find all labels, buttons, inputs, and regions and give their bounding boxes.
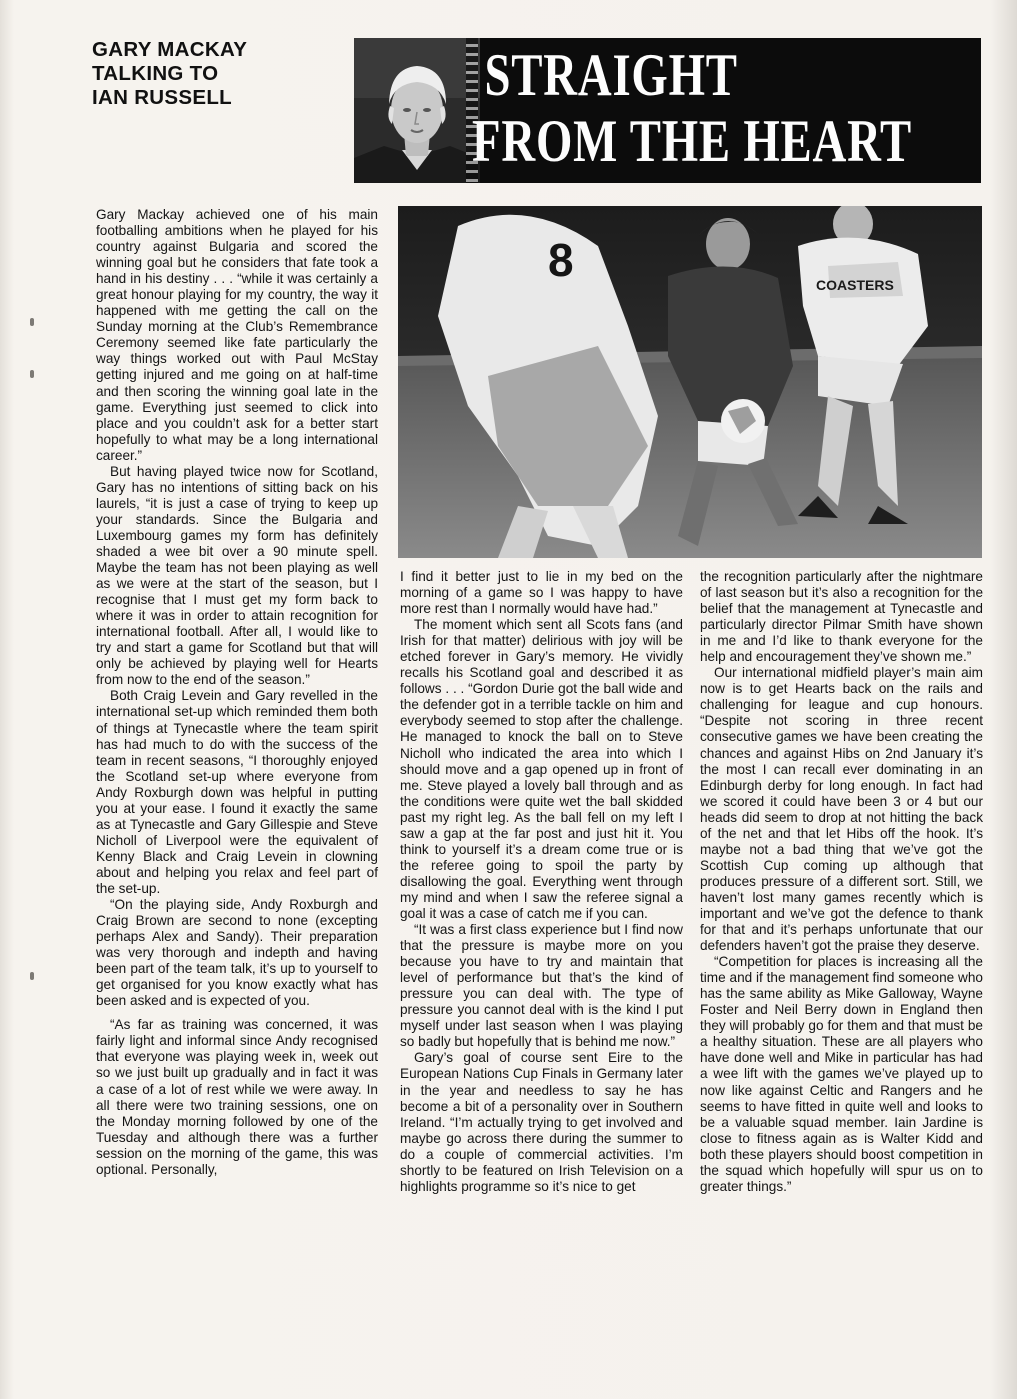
paragraph: But having played twice now for Scotland, Gary has no intentions of sitting back on his laurels, “it is just a case of trying to keep up your standards. Since the Bulgaria and Luxembourg games my form has definitely shaded a wee bit over a 90 minute spell. Maybe the team has not been playing as well as we were at the start of the season, but I recognise that I must get my form back to where it was in order to attain recognition for international football. After all, I would like to try and start a game for Scotland but that will only be achieved by playing well for Hearts from now to the end of the season.”	[96, 463, 378, 688]
paragraph: Gary’s goal of course sent Eire to the European Nations Cup Finals in Germany later in the year and needless to say he has become a bit of a personality over in Southern Ireland. “I’m actually trying to get involved and maybe go across there during the summer to do a couple of commercial activities. I’m shortly to be featured on Irish Television on a highlights programme so it’s nice to get	[400, 1050, 683, 1194]
article-column-2	[400, 569, 683, 1195]
paragraph: “As far as training was concerned, it was fairly light and informal since Andy recognised that everyone was playing week in, week out so we just built up gradually and in fact it was a case of a lot of rest while we were away. In all there were two training sessions, one on the Monday morning followed by one of the Tuesday and although there was a further session on the morning of the game, this was optional. Personally,	[96, 1017, 378, 1177]
shirt-number: 8	[548, 234, 574, 286]
article-column-3	[700, 569, 983, 1195]
paragraph: “Competition for places is increasing all the time and if the management find someone who has the same ability as Mike Galloway, Wayne Foster and Neil Berry down in England then they will probably go for them and that must be a healthy situation. These are all players who have done well and Mike in particular has had a wee lift with the games we’ve played up to now like against Celtic and Rangers and he seems to have fitted in quite well and looks to be a valuable squad member. Iain Jardine is close to fitness again as is Walter Kidd and both these players should boost competition in the squad which hopefully will spur us on to greater things.”	[700, 954, 983, 1194]
paragraph: the recognition particularly after the nightmare of last season but it’s also a recognition for the belief that the management at Tynecastle and particularly director Pilmar Smith have shown in me and I’d like to thank everyone for the help and encouragement they’ve shown me.”	[700, 569, 983, 665]
paragraph: I find it better just to lie in my bed on the morning of a game so I was happy to have more rest than I normally would have had.”	[400, 569, 683, 617]
paragraph: Gary Mackay achieved one of his main footballing ambitions when he played for his country against Bulgaria and scored the winning goal but he considers that fate took a hand in his destiny . . . “while it was certainly a great honour playing for my country, the way it happened with me getting the call on the Sunday morning at the Club’s Remembrance Ceremony seemed like fate particularly the way things worked out with Paul McStay getting injured and me going on at half-time and then scoring the winning goal late in the game. Everything just seemed to click into place and you couldn’t ask for a better start hopefully to what may be a long international career.”	[96, 207, 378, 463]
byline	[92, 38, 332, 110]
headline-line-1: STRAIGHT	[484, 42, 738, 108]
paragraph: The moment which sent all Scots fans (and Irish for that matter) delirious with joy will be etched forever in Gary’s memory. He vividly recalls his Scotland goal and described it as follows . . . “Gordon Durie got the ball wide and the defender got in a terrible tackle on him and everybody seemed to stop after the challenge. He managed to knock the ball on to Steve Nicholl who indicated the area into which I should move and a gap opened up in front of me. Steve played a lovely ball through and as the conditions were quite wet the ball skidded past my right leg. As the ball fell on my left I saw a gap at the far post and just hit it. You think to yourself it’s a dream come true or is the referee going to spoil the party by disallowing the goal. Everything went through my mind and when I saw the referee signal a goal it was a case of catch me if you can.	[400, 617, 683, 921]
headline-line-2: FROM THE HEART	[472, 108, 913, 174]
binding-mark	[30, 972, 34, 980]
byline-line-3: IAN RUSSELL	[92, 86, 232, 109]
match-photo-illustration	[398, 206, 982, 558]
shirt-sponsor: COASTERS	[816, 277, 894, 293]
paragraph: “On the playing side, Andy Roxburgh and Craig Brown are second to none (excepting perhaps Alex and Sandy). Their preparation was very thorough and indepth and having been part of the team talk, it’s up to yourself to get organised for you know exactly what has been asked and is expected of you.	[96, 897, 378, 1009]
paragraph: Both Craig Levein and Gary revelled in the international set-up which reminded them both of things at Tynecastle where the team spirit has had much to do with the success of the team in recent seasons, “I thoroughly enjoyed the Scotland set-up where everyone from Andy Roxburgh down was helpful in putting you at your ease. I found it exactly the same as at Tynecastle and Gary Gillespie and Steve Nicholl of Liverpool were the equivalent of Kenny Black and Craig Levein in clowning about and helping you relax and feel part of the set-up.	[96, 688, 378, 896]
article-column-1	[96, 207, 378, 1178]
byline-line-1: GARY MACKAY	[92, 38, 248, 61]
byline-line-2: TALKING TO	[92, 62, 219, 85]
headline-banner	[354, 38, 981, 183]
headline	[472, 42, 913, 174]
binding-mark	[30, 370, 34, 378]
player-portrait	[354, 38, 480, 183]
portrait-illustration	[354, 38, 480, 183]
binding-mark	[30, 318, 34, 326]
match-photo	[398, 206, 982, 558]
paragraph: Our international midfield player’s main aim now is to get Hearts back on the rails and challenging for league and cup honours. “Despite not scoring in three recent consecutive games we have been creating the chances and against Hibs on 2nd January it’s the most I can recall ever dominating in an Edinburgh derby for long enough. In fact had we scored it could have been 3 or 4 but our heads did seem to drop at not hitting the back of the net and that let Hibs off the hook. It’s maybe not a bad thing that we’ve got the Scottish Cup coming up although that produces pressure of a different sort. Still, we haven’t lost many games recently which is important and we’ve got the defence to thank for that and it’s perhaps unfortunate that our defenders haven’t got the praise they deserve.	[700, 665, 983, 954]
paragraph: “It was a first class experience but I find now that the pressure is maybe more on you because you have to try and maintain that level of performance but that’s the kind of pressure you can deal with. The type of pressure you cannot deal with is the kind I put myself under last season when I was playing so badly but hopefully that is behind me now.”	[400, 922, 683, 1050]
